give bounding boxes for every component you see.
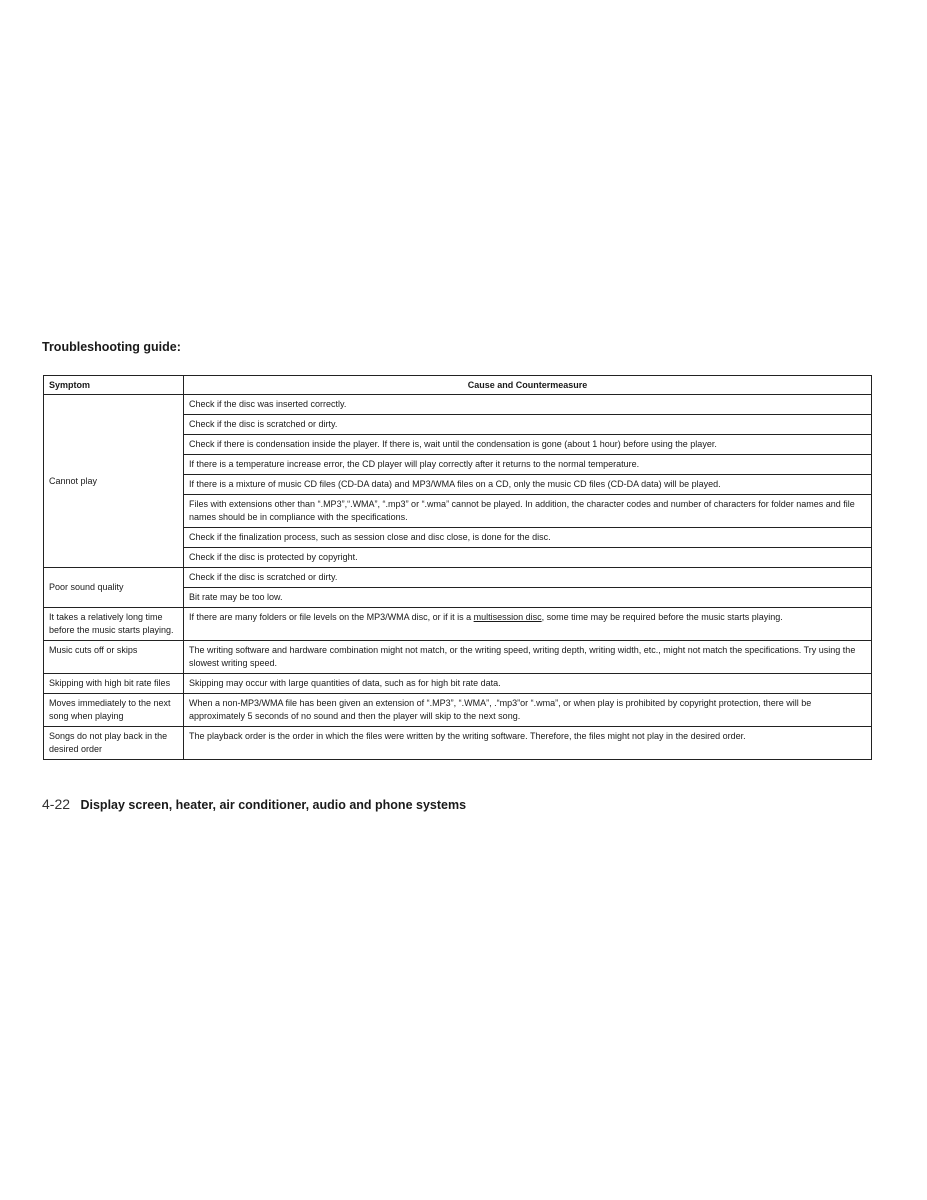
cause-cell: Check if the disc is scratched or dirty. (184, 568, 872, 588)
table-row (44, 395, 872, 415)
cause-cell: Skipping may occur with large quantities of data, such as for high bit rate data. (184, 674, 872, 694)
cause-cell: If there is a temperature increase error, the CD player will play correctly after it returns to the normal temperature. (184, 455, 872, 475)
symptom-cell: Skipping with high bit rate files (44, 674, 184, 694)
cause-cell: Check if there is condensation inside the player. If there is, wait until the condensation is gone (about 1 hour) before using the player. (184, 435, 872, 455)
table-row (44, 641, 872, 674)
header-symptom: Symptom (44, 376, 184, 395)
symptom-cell: It takes a relatively long time before the music starts playing. (44, 608, 184, 641)
symptom-cell: Cannot play (44, 395, 184, 568)
table-row (44, 727, 872, 760)
page-footer (42, 796, 466, 814)
table-row (44, 568, 872, 588)
cause-cell: Files with extensions other than “.MP3”,“.WMA”, “.mp3” or “.wma” cannot be played. In addition, the character codes and number of characters for folder names and file names should be in compliance with the specifications. (184, 495, 872, 528)
cause-text: If there are many folders or file levels on the MP3/WMA disc, or if it is a (189, 612, 474, 622)
cause-cell (184, 608, 872, 641)
cause-text: , some time may be required before the music starts playing. (541, 612, 783, 622)
page-number: 4-22 (42, 796, 71, 812)
troubleshooting-table (43, 375, 872, 760)
table-header-row (44, 376, 872, 395)
cause-cell: Check if the finalization process, such as session close and disc close, is done for the disc. (184, 528, 872, 548)
symptom-cell: Songs do not play back in the desired order (44, 727, 184, 760)
cause-cell: The writing software and hardware combination might not match, or the writing speed, writing depth, writing width, etc., might not match the specifications. Try using the slowest writing speed. (184, 641, 872, 674)
symptom-cell: Poor sound quality (44, 568, 184, 608)
cause-cell: Check if the disc is scratched or dirty. (184, 415, 872, 435)
symptom-cell: Music cuts off or skips (44, 641, 184, 674)
footer-title: Display screen, heater, air conditioner, audio and phone systems (80, 798, 467, 812)
cause-cell: If there is a mixture of music CD files (CD-DA data) and MP3/WMA files on a CD, only the music CD files (CD-DA data) will be played. (184, 475, 872, 495)
cause-cell: When a non-MP3/WMA file has been given an extension of “.MP3”, “.WMA”, .“mp3”or “.wma”, or when play is prohibited by copyright protection, there will be approximately 5 seconds of no sound and then the player will skip to the next song. (184, 694, 872, 727)
table-row (44, 608, 872, 641)
table-row (44, 694, 872, 727)
section-title: Troubleshooting guide: (42, 340, 181, 354)
table-row (44, 674, 872, 694)
cause-cell: Check if the disc is protected by copyright. (184, 548, 872, 568)
symptom-cell: Moves immediately to the next song when playing (44, 694, 184, 727)
cause-cell: Check if the disc was inserted correctly. (184, 395, 872, 415)
cause-cell: The playback order is the order in which the files were written by the writing software. Therefore, the files might not play in the desired order. (184, 727, 872, 760)
multisession-disc-link[interactable]: multisession disc (473, 612, 542, 622)
header-cause: Cause and Countermeasure (184, 376, 872, 395)
cause-cell: Bit rate may be too low. (184, 588, 872, 608)
